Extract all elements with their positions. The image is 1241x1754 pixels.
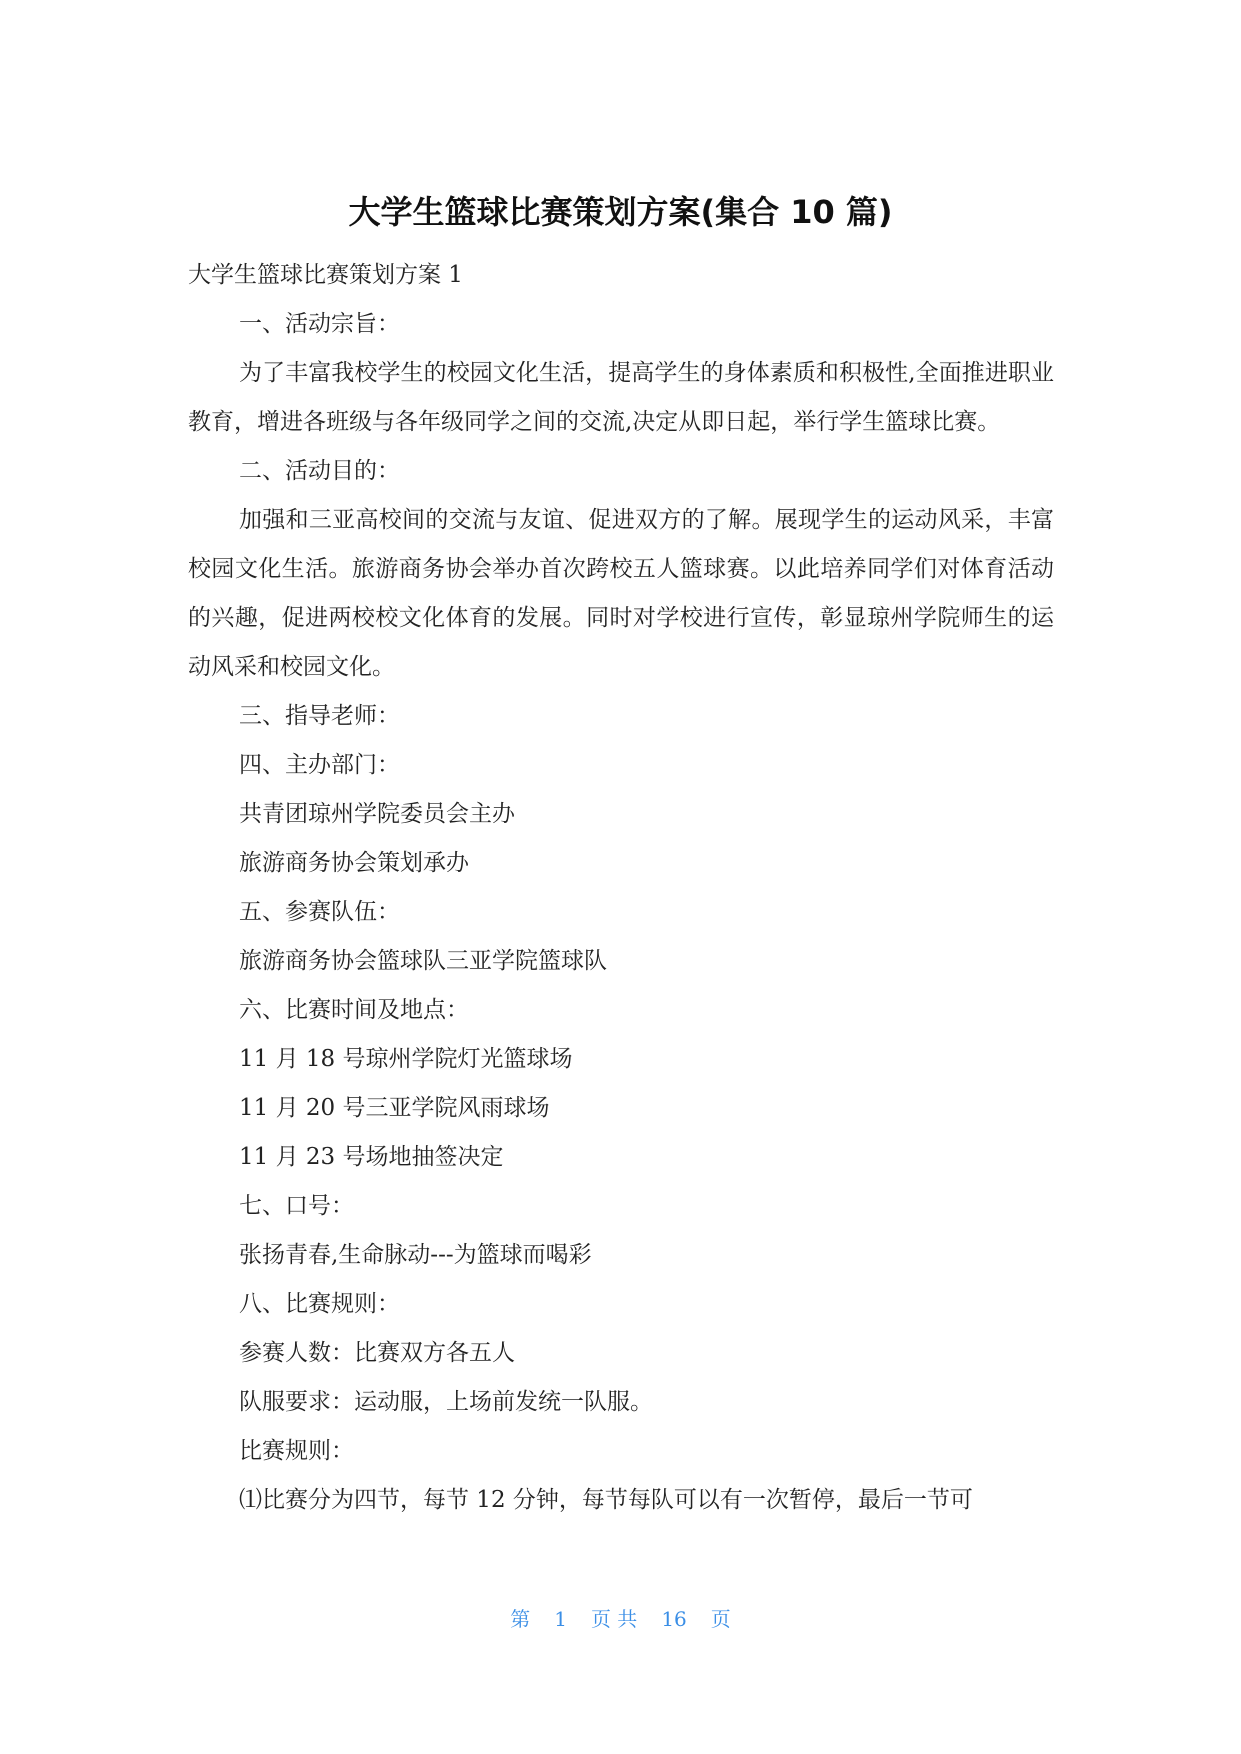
paragraph: 11 月 23 号场地抽签决定 — [239, 1144, 504, 1170]
section-heading: 大学生篮球比赛策划方案 1 — [188, 262, 463, 288]
footer-middle: 页 共 — [590, 1607, 638, 1631]
paragraph: 三、指导老师： — [239, 703, 400, 729]
paragraph: 队服要求：运动服，上场前发统一队服。 — [239, 1389, 653, 1415]
footer-prefix: 第 — [510, 1607, 531, 1631]
document-title: 大学生篮球比赛策划方案(集合 10 篇) — [348, 193, 893, 231]
footer-suffix: 页 — [710, 1607, 731, 1631]
paragraph: 五、参赛队伍： — [239, 899, 400, 925]
paragraph: 共青团琼州学院委员会主办 — [239, 801, 515, 827]
paragraph: 旅游商务协会篮球队三亚学院篮球队 — [239, 948, 607, 974]
paragraph: 张扬青春,生命脉动---为篮球而喝彩 — [239, 1242, 592, 1268]
paragraph: 11 月 20 号三亚学院风雨球场 — [239, 1095, 550, 1121]
paragraph: 八、比赛规则： — [239, 1291, 400, 1317]
paragraph: 四、主办部门： — [239, 752, 400, 778]
paragraph: ⑴比赛分为四节，每节 12 分钟，每节每队可以有一次暂停，最后一节可 — [239, 1487, 973, 1513]
paragraph: 七、口号： — [239, 1193, 354, 1219]
paragraph: 旅游商务协会策划承办 — [239, 850, 469, 876]
paragraph: 11 月 18 号琼州学院灯光篮球场 — [239, 1046, 573, 1072]
current-page-number: 1 — [554, 1607, 567, 1631]
paragraph: 为了丰富我校学生的校园文化生活，提高学生的身体素质和积极性,全面推进职业教育，增进各班级与各年级同学之间的交流,决定从即日起，举行学生篮球比赛。 — [188, 360, 1054, 435]
paragraph: 参赛人数：比赛双方各五人 — [239, 1340, 515, 1366]
paragraph: 一、活动宗旨： — [239, 311, 400, 337]
page-footer — [0, 1603, 1241, 1632]
total-pages-number: 16 — [661, 1607, 687, 1631]
paragraph: 加强和三亚高校间的交流与友谊、促进双方的了解。展现学生的运动风采，丰富校园文化生活。旅游商务协会举办首次跨校五人篮球赛。以此培养同学们对体育活动的兴趣，促进两校校文化体育的发展。同时对学校进行宣传，彰显琼州学院师生的运动风采和校园文化。 — [188, 507, 1054, 680]
paragraph: 二、活动目的： — [239, 458, 400, 484]
document-body — [188, 251, 1054, 1525]
paragraph: 六、比赛时间及地点： — [239, 997, 469, 1023]
paragraph: 比赛规则： — [239, 1438, 354, 1464]
